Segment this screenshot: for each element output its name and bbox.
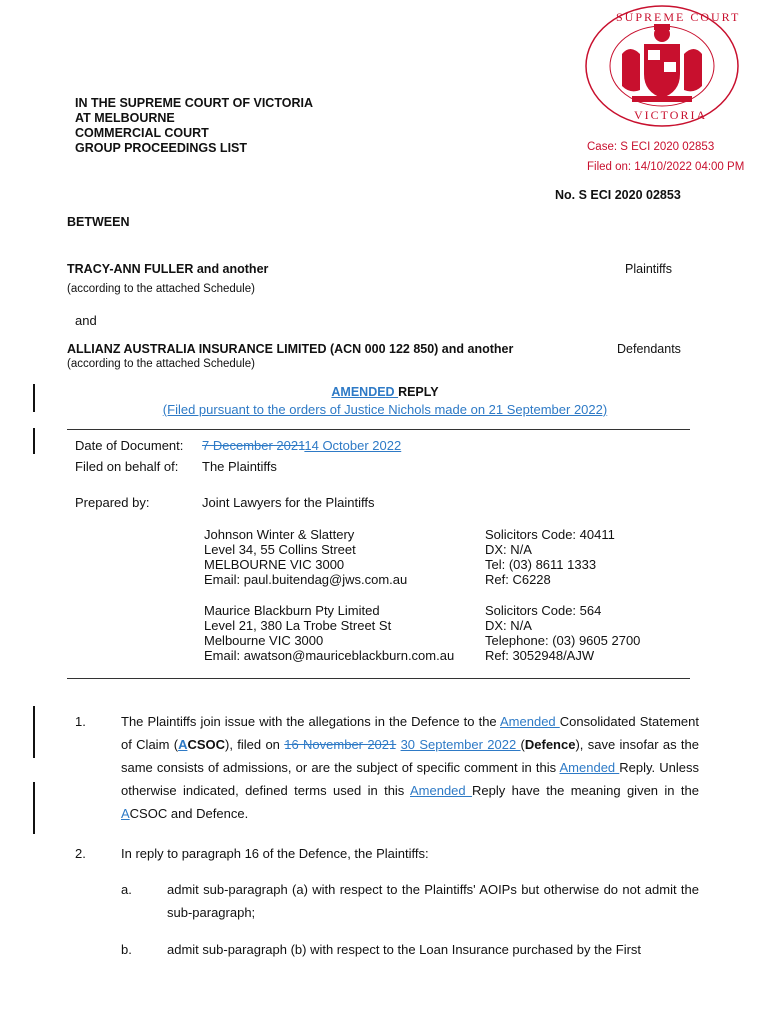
plaintiff-name: TRACY-ANN FULLER and another [67, 262, 269, 276]
firm-jws-codes [485, 527, 615, 587]
filing-stamp [587, 137, 744, 177]
plaintiff-note: (according to the attached Schedule) [67, 283, 255, 295]
inserted-text: A [121, 806, 130, 821]
plaintiff-role: Plaintiffs [625, 262, 673, 276]
court-header [75, 96, 313, 156]
date-deleted: 7 December 2021 [202, 438, 305, 453]
text: ), save insofar as the same consists of admissions, or are the subject of specific comment in this [121, 737, 699, 775]
firm-mb-codes [485, 603, 640, 663]
firm-telephone: Telephone: (03) 9605 2700 [485, 633, 641, 648]
firm-address-line: Melbourne VIC 3000 [204, 633, 324, 648]
subparagraph-label: b. [121, 942, 132, 957]
inserted-text: A [178, 737, 188, 752]
filed-label: Filed on behalf of: [75, 459, 179, 474]
firm-name: Maurice Blackburn Pty Limited [204, 603, 380, 618]
change-bar [33, 782, 35, 834]
firm-reference: Ref: 3052948/AJW [485, 648, 595, 663]
seal-top-text: SUPREME COURT [616, 10, 741, 24]
firm-solicitor-code: Solicitors Code: 40411 [485, 527, 615, 542]
firm-solicitor-code: Solicitors Code: 564 [485, 603, 602, 618]
subparagraph-label: a. [121, 882, 132, 897]
date-inserted: 14 October 2022 [304, 438, 402, 453]
firm-address-line: MELBOURNE VIC 3000 [204, 557, 345, 572]
firm-dx: DX: N/A [485, 618, 532, 633]
prepared-value: Joint Lawyers for the Plaintiffs [202, 495, 375, 510]
firm-email: Email: paul.buitendag@jws.com.au [204, 572, 408, 587]
paragraph-number: 2. [75, 846, 86, 861]
firm-jws-address [204, 527, 407, 587]
seal-bottom-text: VICTORIA [634, 108, 708, 122]
firm-address-line: Level 34, 55 Collins Street [204, 542, 356, 557]
defendant-note: (according to the attached Schedule) [67, 358, 255, 370]
divider-top [67, 429, 690, 430]
subparagraph-b: admit sub-paragraph (b) with respect to the Loan Insurance purchased by the First [167, 942, 642, 957]
firm-mb-address [204, 603, 454, 663]
deleted-text: 16 November 2021 [284, 737, 397, 752]
divider-bottom [67, 678, 690, 679]
change-bar [33, 428, 35, 454]
paragraph-number: 1. [75, 714, 86, 729]
paragraph-1 [121, 710, 699, 825]
prepared-label: Prepared by: [75, 495, 150, 510]
title-reply: REPLY [398, 385, 439, 399]
text: The Plaintiffs join issue with the allegations in the Defence to the [121, 714, 501, 729]
court-header-line: IN THE SUPREME COURT OF VICTORIA [75, 96, 313, 110]
text: Reply. Unless otherwise indicated, defined terms used in this [121, 760, 700, 798]
subparagraph-a: admit sub-paragraph (a) with respect to the Plaintiffs' AOIPs but otherwise do not admit the sub-paragraph; [167, 882, 699, 920]
defined-term: Defence [524, 737, 576, 752]
inserted-text: Amended [500, 714, 560, 729]
filing-date: Filed on: 14/10/2022 04:00 PM [587, 161, 745, 173]
defined-term: CSOC [187, 737, 226, 752]
firm-reference: Ref: C6228 [485, 572, 551, 587]
firm-name: Johnson Winter & Slattery [204, 527, 355, 542]
firm-address-line: Level 21, 380 La Trobe Street St [204, 618, 392, 633]
text: ( [520, 737, 525, 752]
proceeding-number: No. S ECI 2020 02853 [555, 188, 681, 202]
date-value [202, 438, 401, 453]
filing-case: Case: S ECI 2020 02853 [587, 141, 715, 153]
inserted-text: 30 September 2022 [400, 737, 521, 752]
court-header-line: AT MELBOURNE [75, 111, 175, 125]
document-title [0, 385, 770, 399]
change-bar [33, 706, 35, 758]
text: ), filed on [225, 737, 285, 752]
firm-email: Email: awatson@mauriceblackburn.com.au [204, 648, 455, 663]
text: Consolidated Statement of Claim ( [121, 714, 699, 752]
court-header-line: GROUP PROCEEDINGS LIST [75, 141, 248, 155]
text: CSOC and Defence. [129, 806, 249, 821]
and-text: and [75, 313, 97, 328]
paragraph-2: In reply to paragraph 16 of the Defence, the Plaintiffs: [121, 846, 429, 861]
inserted-text: Amended [409, 783, 473, 798]
document-subtitle: (Filed pursuant to the orders of Justice Nichols made on 21 September 2022) [162, 402, 608, 417]
title-amended: AMENDED [331, 385, 399, 399]
between-heading: BETWEEN [67, 215, 130, 229]
text: Reply have the meaning given in the [472, 783, 699, 798]
defendant-role: Defendants [617, 342, 681, 356]
supreme-court-seal [582, 4, 742, 128]
date-label: Date of Document: [75, 438, 184, 453]
court-header-line: COMMERCIAL COURT [75, 126, 209, 140]
firm-dx: DX: N/A [485, 542, 532, 557]
filed-value: The Plaintiffs [202, 459, 277, 474]
inserted-text: Amended [559, 760, 620, 775]
firm-telephone: Tel: (03) 8611 1333 [485, 557, 597, 572]
defendant-name: ALLIANZ AUSTRALIA INSURANCE LIMITED (ACN 000 122 850) and another [67, 342, 514, 356]
